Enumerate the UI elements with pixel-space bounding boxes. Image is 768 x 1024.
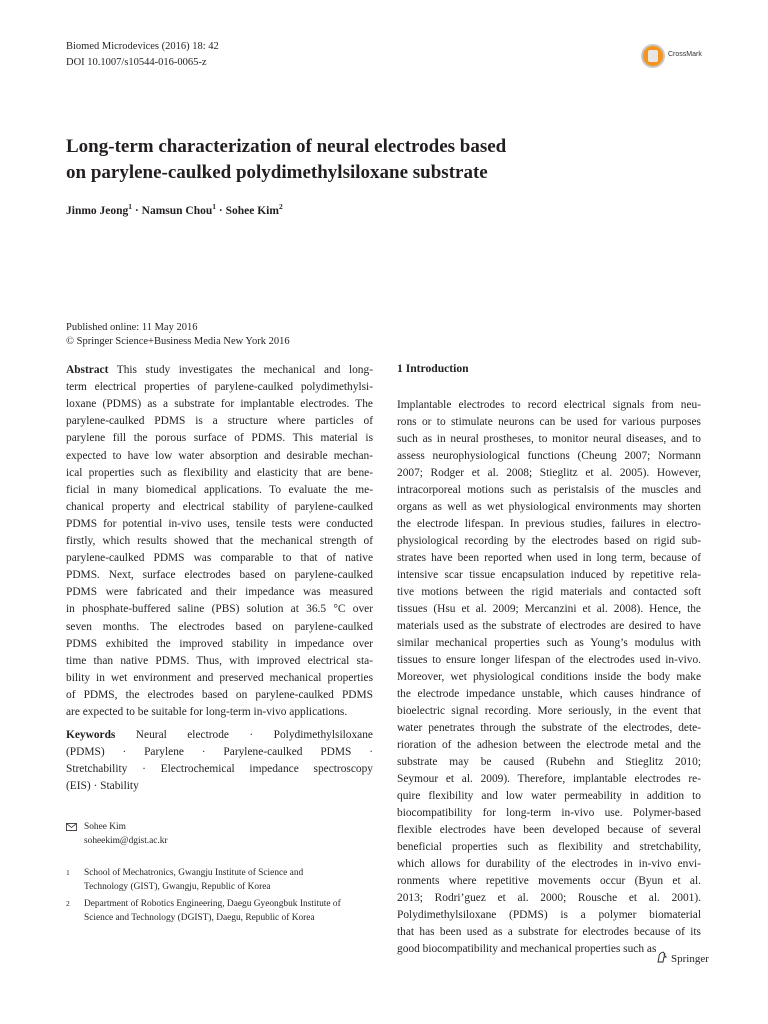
text-line: organs as well as wet physiological environments may shorten: [397, 501, 701, 513]
text-line: biocompatibility for long-term in-vivo use. Polymer-based: [397, 807, 701, 819]
text-line: tissues (Hsu et al. 2009; Mercanzini et al. 2008). Hence, the: [397, 603, 701, 615]
author-affiliation-mark: 1: [128, 202, 133, 212]
text-line: such as in neural prostheses, to monitor neural diseases, and to: [397, 433, 701, 445]
author-name[interactable]: Namsun Chou: [141, 205, 213, 217]
text-line: [66, 727, 373, 744]
text-line: rioration of the adhesion between the electrode metal and the: [397, 739, 701, 751]
publisher-logo: [656, 951, 709, 965]
text-line: the electrode impedance unstable, which causes hindrance of: [397, 688, 701, 700]
text-line: rons or to stimulate neurons can be used for various purposes: [397, 416, 701, 428]
publisher-name: Springer: [671, 953, 709, 965]
text-line: firstly, which results showed that the mechanical strength of: [66, 535, 373, 547]
text-line: 2007; Rodger et al. 2008; Stieglitz et al. 2005). However,: [397, 467, 701, 479]
text-line: time than native PDMS. Thus, with improved electrical sta-: [66, 654, 373, 667]
text-line: PDMS exhibited the improved stability in impedance over: [66, 637, 373, 650]
text-line: ronments where repetitive movements occur (Byun et al.: [397, 875, 701, 887]
text-line: that has been used as a substrate for electrodes because of its: [397, 926, 701, 938]
keywords-label: Keywords: [66, 729, 116, 741]
journal-citation: Biomed Microdevices (2016) 18: 42: [66, 41, 219, 52]
text-line: bioelectric signal recording. More seriously, in the event that: [397, 705, 701, 717]
affiliation-number: 2: [66, 899, 70, 908]
text-line: PDMS. Next, surface electrodes based on parylene-caulked: [66, 569, 373, 582]
text-line: 2013; Rodri’guez et al. 2000; Rousche et al. 2001).: [397, 892, 701, 904]
text-line: strates have been reported when used in long term, because of: [397, 552, 701, 564]
text-line: intensive scar tissue encapsulation induced by repetitive rela-: [397, 569, 701, 581]
text-line-content: Neural electrode · Polydimethylsiloxane: [115, 729, 373, 741]
text-line: [66, 362, 373, 379]
text-line: flexible electrodes have been developed because of several: [397, 824, 701, 836]
text-line: Implantable electrodes to record electrical signals from neu-: [397, 399, 701, 411]
author-separator: ·: [216, 205, 226, 217]
text-line: tissues to ensure longer lifespan of the electrodes used in-vivo.: [397, 654, 701, 666]
paper-title-line2: on parylene-caulked polydimethylsiloxane substrate: [66, 162, 488, 183]
doi[interactable]: DOI 10.1007/s10544-016-0065-z: [66, 57, 207, 68]
text-line: physiological recording by the electrodes based on rigid sub-: [397, 535, 701, 547]
text-line: similar mechanical properties such as Young’s modulus with: [397, 637, 701, 649]
author-affiliation-mark: 1: [212, 202, 217, 212]
corresponding-author-email[interactable]: soheekim@dgist.ac.kr: [84, 836, 168, 846]
author-name[interactable]: Sohee Kim: [225, 205, 279, 217]
text-line: PDMS were fabricated and their impedance was measured: [66, 586, 373, 599]
affiliation-line: Department of Robotics Engineering, Daegu Gyeongbuk Institute of: [84, 899, 341, 909]
text-line: the electrode lifespan. In previous studies, failures in electro-: [397, 518, 701, 530]
text-line: beneficial properties such as flexibility and stretchability,: [397, 841, 701, 853]
author-list: [66, 202, 283, 217]
author-name[interactable]: Jinmo Jeong: [66, 205, 129, 217]
text-line: tive motions between the rigid materials and contacted soft: [397, 586, 701, 598]
springer-horse-icon: [656, 951, 668, 963]
text-line: substrate may be caused (Rubehn and Stieglitz 2010;: [397, 756, 701, 768]
text-line: materials used as the substrate of electrodes are desired to have: [397, 620, 701, 632]
text-line: of PDMS, the electrodes based on parylene-caulked PDMS: [66, 688, 373, 701]
section-heading-introduction: 1 Introduction: [397, 362, 469, 375]
abstract-label: Abstract: [66, 364, 109, 376]
text-line: parylene fill the porous surface of PDMS. This material is: [66, 432, 373, 445]
text-line: Seymour et al. 2009). Therefore, implantable electrodes re-: [397, 773, 701, 785]
text-line: ical properties such as flexibility and elasticity that are bene-: [66, 466, 373, 479]
author-separator: ·: [132, 205, 142, 217]
text-line: Moreover, wet physiological conditions inside the body make: [397, 671, 701, 683]
copyright: © Springer Science+Business Media New York 2016: [66, 336, 290, 347]
text-line: in phosphate-buffered saline (PBS) solution at 36.5 °C over: [66, 603, 373, 616]
crossmark-label: CrossMark: [668, 51, 702, 58]
text-line: intracorporeal motions such as peristalsis of the muscles and: [397, 484, 701, 496]
affiliation-line: School of Mechatronics, Gwangju Institute of Science and: [84, 868, 304, 878]
text-line: chanical property and electrical stability of parylene-caulked: [66, 500, 373, 513]
paper-title-line1: Long-term characterization of neural electrodes based: [66, 136, 507, 157]
text-line: quire flexibility and low water permeability in addition to: [397, 790, 701, 802]
text-line: assess neurophysiological functions (Cheung 2007; Normann: [397, 450, 701, 462]
text-line: (EIS) · Stability: [66, 780, 139, 793]
text-line: Stretchability · Electrochemical impedance spectroscopy: [66, 763, 373, 776]
crossmark-icon[interactable]: [641, 44, 665, 68]
corresponding-author-name: Sohee Kim: [84, 822, 126, 832]
published-date: Published online: 11 May 2016: [66, 322, 198, 333]
text-line: (PDMS) · Parylene · Parylene-caulked PDMS ·: [66, 746, 373, 759]
text-line-content: This study investigates the mechanical and long-: [108, 364, 373, 376]
text-line: bility in wet environment and preserved mechanical properties: [66, 671, 373, 684]
text-line: expected to have low water absorption and desirable mechan-: [66, 449, 373, 462]
text-line: which allows for durability of the electrodes in in-vivo envi-: [397, 858, 701, 870]
affiliation-number: 1: [66, 868, 70, 877]
affiliation-line: Science and Technology (DGIST), Daegu, Republic of Korea: [84, 913, 315, 923]
text-line: good biocompatibility and mechanical properties such as: [397, 943, 657, 955]
envelope-icon: [66, 822, 77, 836]
text-line: seven months. The electrodes based on parylene-caulked: [66, 620, 373, 633]
text-line: ficial in many biomedical applications. To evaluate the me-: [66, 483, 373, 496]
author-affiliation-mark: 2: [278, 202, 283, 212]
text-line: water penetrates through the substrate of the electrodes, dete-: [397, 722, 701, 734]
affiliation-line: Technology (GIST), Gwangju, Republic of Korea: [84, 882, 271, 892]
text-line: term electrical properties of parylene-caulked polydimethylsi-: [66, 381, 373, 394]
text-line: parylene-caulked PDMS was comparable to that of native: [66, 552, 373, 565]
text-line: Polydimethylsiloxane (PDMS) is a polymer biomaterial: [397, 909, 701, 921]
text-line: parylene-caulked PDMS is a structure where particles of: [66, 415, 373, 428]
text-line: loxane (PDMS) as a substrate for implantable electrodes. The: [66, 398, 373, 411]
text-line: are expected to be suitable for long-term in-vivo applications.: [66, 706, 348, 718]
text-line: PDMS for potential in-vivo uses, tensile tests were conducted: [66, 517, 373, 530]
